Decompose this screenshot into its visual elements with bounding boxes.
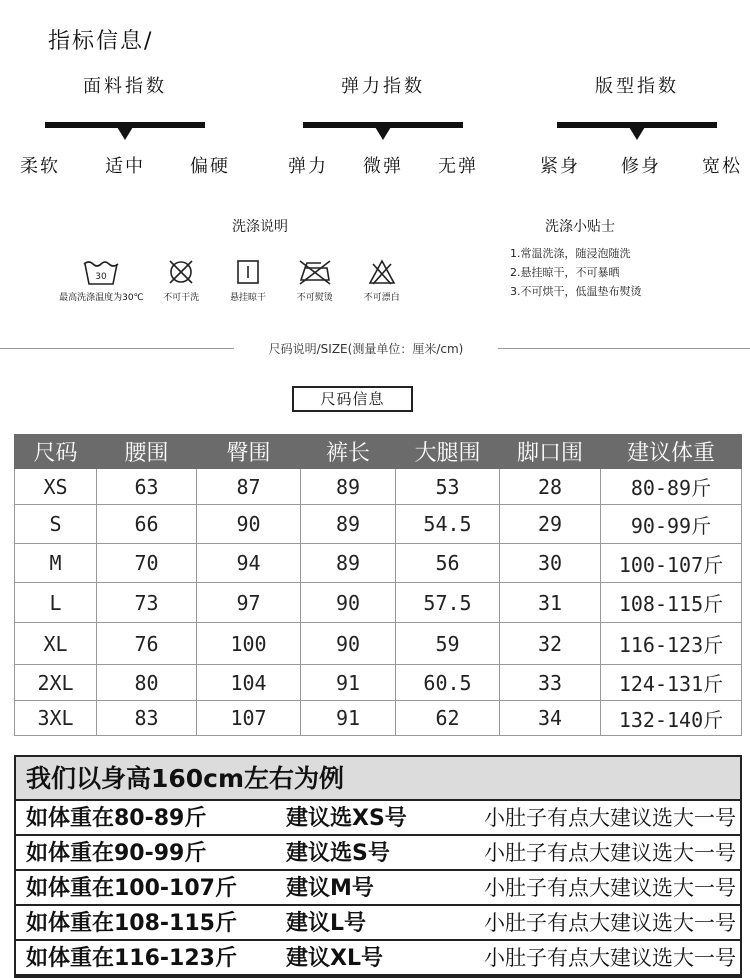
- table-cell: 30: [500, 544, 601, 583]
- weight-range: 如体重在116-123斤: [26, 946, 237, 971]
- table-cell: 70: [97, 544, 197, 583]
- table-cell: 63: [97, 469, 197, 505]
- hang-dry-icon: [233, 258, 263, 286]
- table-cell: 90: [301, 623, 396, 665]
- size-note-tip: 小肚子有点大建议选大一号: [484, 876, 736, 900]
- indicator-title: 指标信息/: [48, 29, 154, 54]
- table-cell: 91: [301, 665, 396, 701]
- table-row: [15, 665, 742, 701]
- table-cell: 89: [301, 544, 396, 583]
- column-header: 尺码: [15, 435, 97, 469]
- table-cell: S: [15, 505, 97, 544]
- table-cell: 94: [197, 544, 301, 583]
- tip-item: 1.常温洗涤，随浸泡随洗: [510, 247, 631, 260]
- table-cell: 89: [301, 469, 396, 505]
- table-cell: 80-89斤: [601, 469, 742, 505]
- index-level: 偏硬: [190, 156, 230, 177]
- fabric-index: [20, 72, 230, 178]
- fit-index: [532, 72, 742, 178]
- no-bleach-icon: [367, 258, 397, 286]
- column-header: 裤长: [301, 435, 396, 469]
- example-row: [16, 906, 740, 941]
- example-row: [16, 941, 740, 976]
- table-cell: 116-123斤: [601, 623, 742, 665]
- index-name: 面料指数: [83, 76, 167, 97]
- table-row: [15, 544, 742, 583]
- size-note-tip: 小肚子有点大建议选大一号: [484, 841, 736, 865]
- table-cell: 66: [97, 505, 197, 544]
- index-pointer-icon: [114, 122, 136, 140]
- no-iron-icon: [297, 258, 333, 286]
- table-cell: 33: [500, 665, 601, 701]
- table-cell: 132-140斤: [601, 701, 742, 736]
- index-name: 弹力指数: [341, 76, 425, 97]
- index-level: 无弹: [438, 156, 478, 177]
- example-row: [16, 836, 740, 871]
- table-cell: M: [15, 544, 97, 583]
- suggested-size: 建议XL号: [286, 946, 383, 971]
- wash-icon-label: 最高洗涤温度为30℃: [59, 293, 144, 303]
- index-scale-bar: [557, 122, 717, 128]
- index-name: 版型指数: [595, 76, 679, 97]
- table-cell: 100-107斤: [601, 544, 742, 583]
- size-note: 尺码说明/SIZE(测量单位：厘米/cm): [268, 342, 464, 356]
- table-cell: XS: [15, 469, 97, 505]
- table-cell: 76: [97, 623, 197, 665]
- table-cell: 107: [197, 701, 301, 736]
- table-cell: 54.5: [396, 505, 500, 544]
- table-cell: 91: [301, 701, 396, 736]
- divider-line: [498, 348, 750, 349]
- table-cell: 3XL: [15, 701, 97, 736]
- index-level: 柔软: [20, 156, 60, 177]
- weight-range: 如体重在80-89斤: [26, 806, 207, 831]
- table-cell: 56: [396, 544, 500, 583]
- tip-item: 2.悬挂晾干，不可暴晒: [510, 266, 620, 279]
- wash-30-icon: [81, 258, 121, 286]
- table-cell: 108-115斤: [601, 583, 742, 623]
- table-cell: 32: [500, 623, 601, 665]
- index-scale-bar: [45, 122, 205, 128]
- wash-title: 洗涤说明: [232, 219, 288, 235]
- column-header: 大腿围: [396, 435, 500, 469]
- table-row: [15, 505, 742, 544]
- table-cell: 60.5: [396, 665, 500, 701]
- table-cell: 100: [197, 623, 301, 665]
- table-cell: 53: [396, 469, 500, 505]
- table-cell: 62: [396, 701, 500, 736]
- table-cell: 28: [500, 469, 601, 505]
- table-cell: 2XL: [15, 665, 97, 701]
- table-cell: 90-99斤: [601, 505, 742, 544]
- table-cell: 87: [197, 469, 301, 505]
- column-header: 腰围: [97, 435, 197, 469]
- index-level: 微弹: [363, 156, 403, 177]
- table-cell: 97: [197, 583, 301, 623]
- table-cell: 73: [97, 583, 197, 623]
- wash-icons: [55, 258, 415, 303]
- suggested-size: 建议M号: [286, 876, 374, 901]
- column-header: 脚口围: [500, 435, 601, 469]
- table-cell: 59: [396, 623, 500, 665]
- table-cell: 90: [301, 583, 396, 623]
- table-cell: 57.5: [396, 583, 500, 623]
- example-row: [16, 871, 740, 906]
- table-cell: 89: [301, 505, 396, 544]
- table-cell: L: [15, 583, 97, 623]
- size-note-tip: 小肚子有点大建议选大一号: [484, 806, 736, 830]
- size-note-tip: 小肚子有点大建议选大一号: [484, 911, 736, 935]
- table-row: [15, 469, 742, 505]
- example-row: [16, 801, 740, 836]
- size-info-label: 尺码信息: [292, 386, 413, 412]
- suggested-size: 建议选XS号: [286, 806, 407, 831]
- suggested-size: 建议L号: [286, 911, 367, 936]
- table-header-row: [15, 435, 742, 469]
- size-note-tip: 小肚子有点大建议选大一号: [484, 946, 736, 970]
- table-row: [15, 701, 742, 736]
- wash-icon-label: 悬挂晾干: [229, 293, 266, 303]
- size-table: [14, 434, 742, 736]
- size-example: [14, 755, 742, 978]
- index-level: 弹力: [288, 156, 328, 177]
- table-cell: 83: [97, 701, 197, 736]
- column-header: 建议体重: [601, 435, 742, 469]
- table-row: [15, 583, 742, 623]
- tips-title: 洗涤小贴士: [545, 219, 615, 235]
- tip-item: 3.不可烘干，低温垫布熨烫: [510, 285, 642, 298]
- table-cell: 29: [500, 505, 601, 544]
- example-title: 我们以身高160cm左右为例: [16, 757, 740, 801]
- elasticity-index: [278, 72, 488, 178]
- table-cell: 80: [97, 665, 197, 701]
- index-pointer-icon: [626, 122, 648, 140]
- weight-range: 如体重在108-115斤: [26, 911, 237, 936]
- index-pointer-icon: [372, 122, 394, 140]
- table-cell: 31: [500, 583, 601, 623]
- table-cell: XL: [15, 623, 97, 665]
- wash-temp: 30: [95, 272, 108, 282]
- table-cell: 124-131斤: [601, 665, 742, 701]
- table-row: [15, 623, 742, 665]
- index-scale-bar: [303, 122, 463, 128]
- wash-icon-label: 不可漂白: [363, 293, 400, 303]
- suggested-size: 建议选S号: [286, 841, 390, 866]
- tips-list: [510, 244, 642, 301]
- table-cell: 90: [197, 505, 301, 544]
- divider-line: [0, 348, 234, 349]
- wash-icon-label: 不可干洗: [163, 293, 200, 303]
- column-header: 臀围: [197, 435, 301, 469]
- table-cell: 104: [197, 665, 301, 701]
- index-level: 紧身: [540, 156, 580, 177]
- wash-icon-label: 不可熨烫: [296, 293, 333, 303]
- no-dry-clean-icon: [166, 258, 196, 286]
- index-level: 宽松: [702, 156, 742, 177]
- index-level: 适中: [105, 156, 145, 177]
- weight-range: 如体重在100-107斤: [26, 876, 237, 901]
- weight-range: 如体重在90-99斤: [26, 841, 207, 866]
- table-cell: 34: [500, 701, 601, 736]
- index-level: 修身: [621, 156, 661, 177]
